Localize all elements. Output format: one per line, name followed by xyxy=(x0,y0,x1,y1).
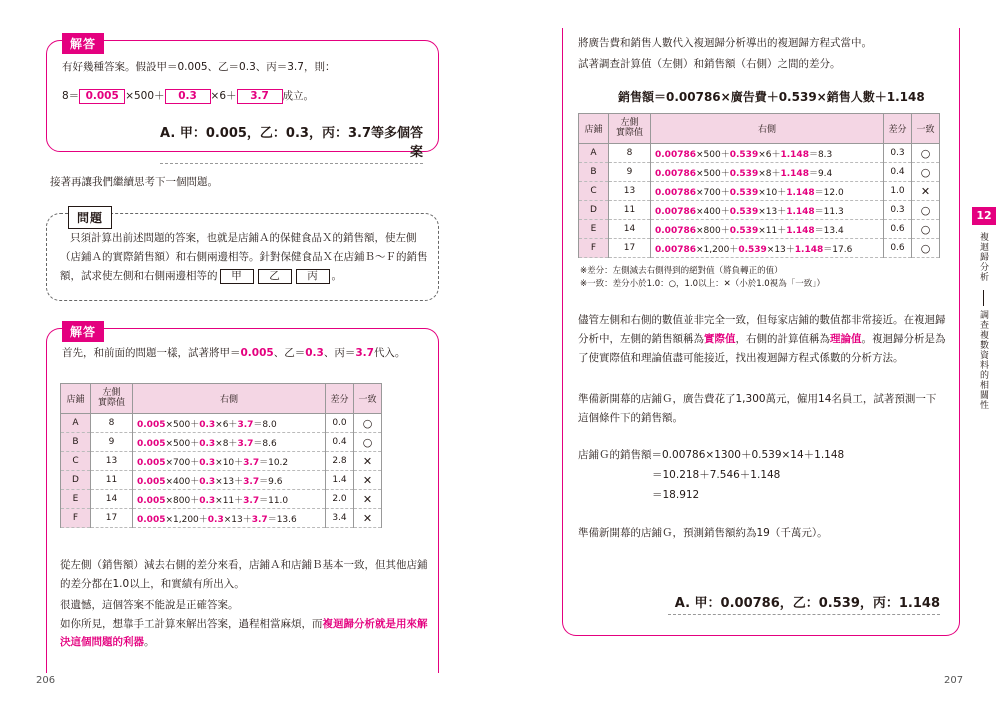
cell-actual: 8 xyxy=(609,144,651,163)
cell-actual: 17 xyxy=(91,509,133,528)
table-row xyxy=(579,144,940,163)
cell-right-expression: 0.00786×500＋0.539×6＋1.148＝8.3 xyxy=(651,144,884,163)
answer2-p3: 很遺憾，這個答案不能說是正確答案。 xyxy=(60,599,239,611)
answer2-p2: 的差分都在1.0以上，和實績有所出入。 xyxy=(60,578,245,590)
cell-match: ○ xyxy=(354,414,382,433)
problem-line3: 額，試求使左側和右側兩邊相等的 甲 乙 丙 。 xyxy=(60,270,342,282)
cell-diff: 1.4 xyxy=(326,471,354,490)
table-row xyxy=(579,163,940,182)
table-row xyxy=(61,414,382,433)
cell-match: ✕ xyxy=(354,471,382,490)
th-actual: 左側 實際值 xyxy=(609,114,651,144)
cell-diff: 2.8 xyxy=(326,452,354,471)
right-top2: 試著調查計算值（左側）和銷售額（右側）之間的差分。 xyxy=(578,58,841,70)
cell-store: D xyxy=(61,471,91,490)
table-row xyxy=(61,509,382,528)
right-p1: 儘管左側和右側的數值並非完全一致，但每家店鋪的數值都非常接近。在複迴歸 xyxy=(578,314,946,326)
th-actual: 左側 實際值 xyxy=(91,384,133,414)
th-right: 右側 xyxy=(651,114,884,144)
fill-value-2: 0.3 xyxy=(165,89,211,104)
cell-store: E xyxy=(61,490,91,509)
cell-match: ✕ xyxy=(912,182,940,201)
page-number-left: 206 xyxy=(36,675,56,686)
cell-actual: 14 xyxy=(609,220,651,239)
cell-store: D xyxy=(579,201,609,220)
table-row xyxy=(579,239,940,258)
cell-right-expression: 0.00786×800＋0.539×11＋1.148＝13.4 xyxy=(651,220,884,239)
cell-diff: 1.0 xyxy=(884,182,912,201)
cell-store: C xyxy=(61,452,91,471)
cell-match: ○ xyxy=(912,239,940,258)
cell-store: F xyxy=(61,509,91,528)
answer2-p5: 決這個問題的利器。 xyxy=(60,636,155,648)
regression-formula: 銷售額＝0.00786×廣告費＋0.539×銷售人數＋1.148 xyxy=(618,90,925,104)
cell-match: ✕ xyxy=(354,452,382,471)
cell-actual: 17 xyxy=(609,239,651,258)
cell-right-expression: 0.00786×1,200＋0.539×13＋1.148＝17.6 xyxy=(651,239,884,258)
right-results-table xyxy=(578,113,940,258)
left-results-table xyxy=(60,383,382,528)
answer1-line1: 有好幾種答案。假設甲＝0.005、乙＝0.3、丙＝3.7，則： xyxy=(62,61,336,73)
cell-diff: 2.0 xyxy=(326,490,354,509)
answer2-p4: 如你所見，想靠手工計算來解出答案，過程相當麻煩，而複迴歸分析就是用來解 xyxy=(60,618,428,630)
answer-tag-1: 解答 xyxy=(62,33,104,54)
final-answer-right: A. 甲：0.00786，乙：0.539，丙：1.148 xyxy=(668,592,940,615)
right-p3: 了使實際值和理論值盡可能接近，找出複迴歸方程式係數的分析方法。 xyxy=(578,352,904,364)
table-row xyxy=(61,471,382,490)
cell-right-expression: 0.00786×700＋0.539×10＋1.148＝12.0 xyxy=(651,182,884,201)
cell-store: F xyxy=(579,239,609,258)
cell-diff: 3.4 xyxy=(326,509,354,528)
page-number-right: 207 xyxy=(944,675,964,686)
cell-right-expression: 0.00786×500＋0.539×8＋1.148＝9.4 xyxy=(651,163,884,182)
cell-store: C xyxy=(579,182,609,201)
table-row xyxy=(61,452,382,471)
th-match: 一致 xyxy=(912,114,940,144)
th-store: 店鋪 xyxy=(579,114,609,144)
blank-bing: 丙 xyxy=(296,269,330,284)
cell-store: A xyxy=(579,144,609,163)
cell-actual: 13 xyxy=(91,452,133,471)
cell-actual: 8 xyxy=(91,414,133,433)
problem-tag: 問題 xyxy=(68,206,112,229)
cell-diff: 0.4 xyxy=(884,163,912,182)
transition-text: 接著再讓我們繼續思考下一個問題。 xyxy=(50,176,218,188)
calc-line2: ＝10.218＋7.546＋1.148 xyxy=(652,469,781,481)
fill-value-3: 3.7 xyxy=(237,89,283,104)
cell-match: ○ xyxy=(912,201,940,220)
cell-right-expression: 0.005×800＋0.3×11＋3.7＝11.0 xyxy=(133,490,326,509)
answer2-intro: 首先，和前面的問題一樣，試著將甲＝0.005、乙＝0.3、丙＝3.7代入。 xyxy=(62,347,406,359)
cell-actual: 9 xyxy=(609,163,651,182)
cell-right-expression: 0.005×500＋0.3×6＋3.7＝8.0 xyxy=(133,414,326,433)
th-right: 右側 xyxy=(133,384,326,414)
table-row xyxy=(579,201,940,220)
cell-actual: 9 xyxy=(91,433,133,452)
right-p2: 分析中，左側的銷售額稱為實際值，右側的計算值稱為理論值。複迴歸分析是為 xyxy=(578,333,946,345)
chapter-subtitle: 調查複數資料的相關性 xyxy=(978,310,988,410)
right-top1: 將廣告費和銷售人數代入複迴歸分析導出的複迴歸方程式當中。 xyxy=(578,37,872,49)
cell-right-expression: 0.005×1,200＋0.3×13＋3.7＝13.6 xyxy=(133,509,326,528)
cell-right-expression: 0.005×500＋0.3×8＋3.7＝8.6 xyxy=(133,433,326,452)
cell-match: ○ xyxy=(912,220,940,239)
problem-line1: 只須計算出前述問題的答案，也就是店鋪Ａ的保健食品Ｘ的銷售額，使左側 xyxy=(70,232,417,244)
chapter-tab: 12 xyxy=(972,207,996,225)
answer1-equation: 8＝ 0.005 ×500＋ 0.3 ×6＋ 3.7 成立。 xyxy=(62,90,315,102)
blank-yi: 乙 xyxy=(258,269,292,284)
cell-store: B xyxy=(61,433,91,452)
calc-line3: ＝18.912 xyxy=(652,489,700,501)
chapter-title: 複迴歸分析 xyxy=(978,232,988,282)
problem-line2: （店鋪Ａ的實際銷售額）和右側兩邊相等。針對保健食品Ｘ在店鋪Ｂ～Ｆ的銷售 xyxy=(60,251,428,263)
calc-line1: 店鋪Ｇ的銷售額＝0.00786×1300＋0.539×14＋1.148 xyxy=(578,449,845,461)
cell-diff: 0.3 xyxy=(884,144,912,163)
cell-store: E xyxy=(579,220,609,239)
cell-store: A xyxy=(61,414,91,433)
cell-diff: 0.6 xyxy=(884,220,912,239)
right-q1: 準備新開幕的店鋪Ｇ，廣告費花了1,300萬元，僱用14名員工，試著預測一下 xyxy=(578,393,937,405)
chapter-divider xyxy=(983,290,984,306)
th-match: 一致 xyxy=(354,384,382,414)
th-store: 店鋪 xyxy=(61,384,91,414)
answer1-final: A. 甲：0.005，乙：0.3，丙：3.7等多個答案 xyxy=(160,122,423,164)
cell-match: ○ xyxy=(354,433,382,452)
blank-jia: 甲 xyxy=(220,269,254,284)
cell-actual: 13 xyxy=(609,182,651,201)
cell-right-expression: 0.005×400＋0.3×13＋3.7＝9.6 xyxy=(133,471,326,490)
cell-right-expression: 0.00786×400＋0.539×13＋1.148＝11.3 xyxy=(651,201,884,220)
cell-actual: 11 xyxy=(91,471,133,490)
cell-right-expression: 0.005×700＋0.3×10＋3.7＝10.2 xyxy=(133,452,326,471)
cell-store: B xyxy=(579,163,609,182)
cell-diff: 0.6 xyxy=(884,239,912,258)
cell-diff: 0.3 xyxy=(884,201,912,220)
cell-match: ✕ xyxy=(354,509,382,528)
th-diff: 差分 xyxy=(326,384,354,414)
note-match: ※一致：差分小於1.0：○，1.0以上：✕（小於1.0視為「一致」） xyxy=(580,279,825,289)
table-row xyxy=(61,433,382,452)
th-diff: 差分 xyxy=(884,114,912,144)
table-row xyxy=(61,490,382,509)
cell-match: ✕ xyxy=(354,490,382,509)
cell-match: ○ xyxy=(912,163,940,182)
cell-diff: 0.4 xyxy=(326,433,354,452)
table-row xyxy=(579,220,940,239)
note-diff: ※差分：左側減去右側得到的絕對值（將負轉正的值） xyxy=(580,266,783,276)
cell-actual: 11 xyxy=(609,201,651,220)
answer2-p1: 從左側（銷售額）減去右側的差分來看，店鋪Ａ和店鋪Ｂ基本一致，但其他店鋪 xyxy=(60,559,428,571)
fill-value-1: 0.005 xyxy=(79,89,125,104)
answer-tag-2: 解答 xyxy=(62,321,104,342)
conclusion: 準備新開幕的店鋪Ｇ，預測銷售額約為19（千萬元）。 xyxy=(578,527,828,539)
cell-match: ○ xyxy=(912,144,940,163)
cell-diff: 0.0 xyxy=(326,414,354,433)
right-q2: 這個條件下的銷售額。 xyxy=(578,412,683,424)
cell-actual: 14 xyxy=(91,490,133,509)
table-row xyxy=(579,182,940,201)
